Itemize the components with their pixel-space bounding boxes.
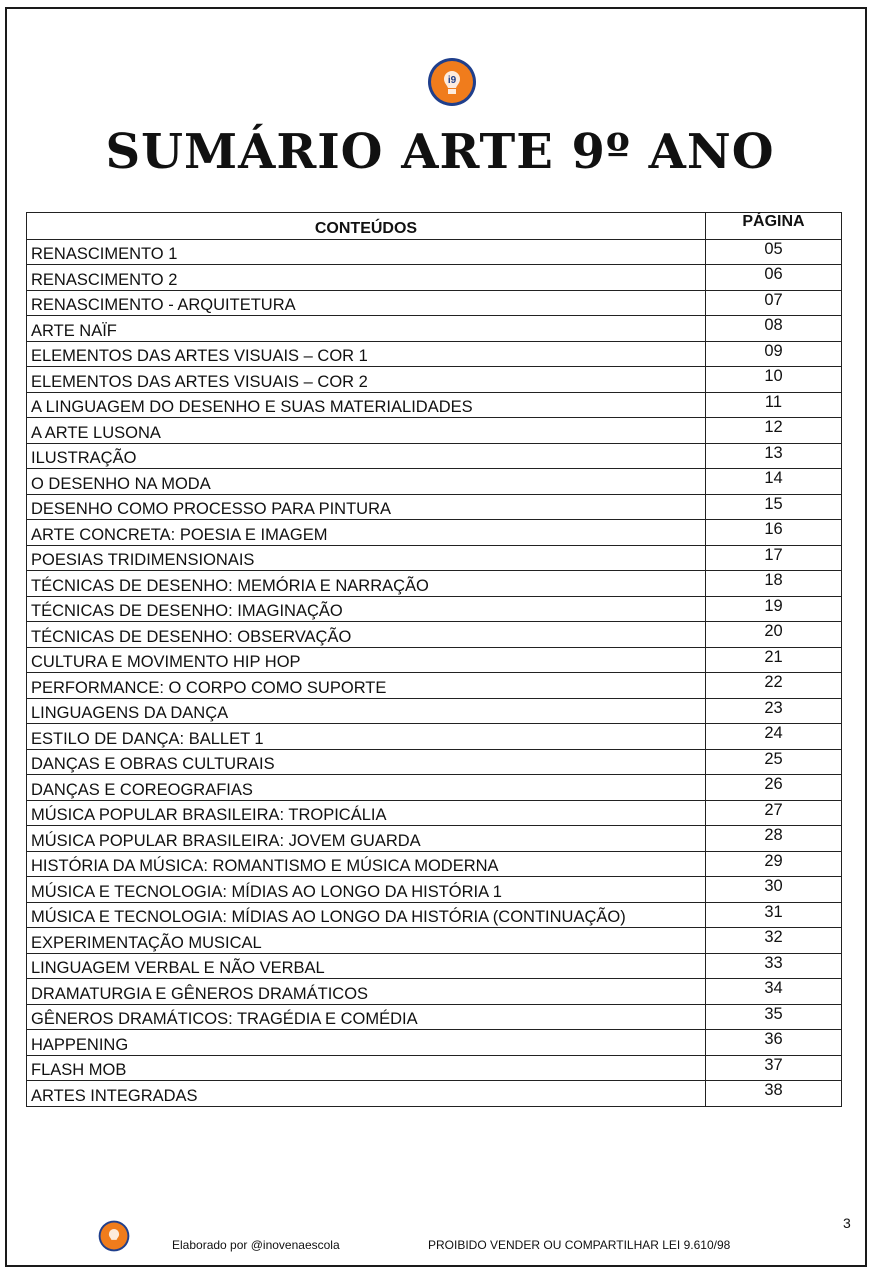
table-row <box>27 673 842 699</box>
row-content: RENASCIMENTO 1 <box>27 239 706 265</box>
row-page-number: 22 <box>706 673 842 699</box>
row-page-number: 29 <box>706 851 842 877</box>
table-row <box>27 469 842 495</box>
row-page-number: 25 <box>706 749 842 775</box>
row-page-number: 11 <box>706 392 842 418</box>
table-row <box>27 800 842 826</box>
table-row <box>27 494 842 520</box>
table-row <box>27 851 842 877</box>
row-content: O DESENHO NA MODA <box>27 469 706 495</box>
logo-text: i9 <box>447 75 457 86</box>
row-page-number: 28 <box>706 826 842 852</box>
lightbulb-logo-icon <box>427 57 477 107</box>
table-row <box>27 265 842 291</box>
table-row <box>27 622 842 648</box>
row-page-number: 30 <box>706 877 842 903</box>
row-page-number: 05 <box>706 239 842 265</box>
table-row <box>27 596 842 622</box>
row-content: FLASH MOB <box>27 1055 706 1081</box>
row-page-number: 16 <box>706 520 842 546</box>
table-row <box>27 520 842 546</box>
table-row <box>27 1004 842 1030</box>
table-row <box>27 545 842 571</box>
table-row <box>27 775 842 801</box>
table-row <box>27 902 842 928</box>
table-row <box>27 367 842 393</box>
table-row <box>27 979 842 1005</box>
table-row <box>27 826 842 852</box>
row-content: ESTILO DE DANÇA: BALLET 1 <box>27 724 706 750</box>
row-page-number: 07 <box>706 290 842 316</box>
row-page-number: 17 <box>706 545 842 571</box>
page-title: SUMÁRIO ARTE 9º ANO <box>105 124 775 180</box>
header-contents: CONTEÚDOS <box>27 213 706 240</box>
row-page-number: 24 <box>706 724 842 750</box>
row-page-number: 13 <box>706 443 842 469</box>
toc-body <box>27 239 842 1106</box>
row-page-number: 21 <box>706 647 842 673</box>
row-page-number: 15 <box>706 494 842 520</box>
row-page-number: 10 <box>706 367 842 393</box>
row-page-number: 38 <box>706 1081 842 1107</box>
row-content: LINGUAGENS DA DANÇA <box>27 698 706 724</box>
row-content: TÉCNICAS DE DESENHO: IMAGINAÇÃO <box>27 596 706 622</box>
row-content: MÚSICA E TECNOLOGIA: MÍDIAS AO LONGO DA HISTÓRIA (CONTINUAÇÃO) <box>27 902 706 928</box>
row-content: LINGUAGEM VERBAL E NÃO VERBAL <box>27 953 706 979</box>
row-page-number: 09 <box>706 341 842 367</box>
row-content: MÚSICA E TECNOLOGIA: MÍDIAS AO LONGO DA HISTÓRIA 1 <box>27 877 706 903</box>
row-content: DANÇAS E COREOGRAFIAS <box>27 775 706 801</box>
table-row <box>27 928 842 954</box>
table-row <box>27 647 842 673</box>
table-row <box>27 571 842 597</box>
table-row <box>27 953 842 979</box>
row-content: POESIAS TRIDIMENSIONAIS <box>27 545 706 571</box>
table-row <box>27 392 842 418</box>
footer-logo-icon <box>98 1220 130 1252</box>
row-content: ELEMENTOS DAS ARTES VISUAIS – COR 2 <box>27 367 706 393</box>
row-page-number: 18 <box>706 571 842 597</box>
row-content: RENASCIMENTO - ARQUITETURA <box>27 290 706 316</box>
row-content: HAPPENING <box>27 1030 706 1056</box>
row-content: ARTE NAÏF <box>27 316 706 342</box>
table-row <box>27 239 842 265</box>
row-content: CULTURA E MOVIMENTO HIP HOP <box>27 647 706 673</box>
table-row <box>27 290 842 316</box>
table-row <box>27 698 842 724</box>
row-content: A LINGUAGEM DO DESENHO E SUAS MATERIALIDADES <box>27 392 706 418</box>
row-content: ELEMENTOS DAS ARTES VISUAIS – COR 1 <box>27 341 706 367</box>
row-content: ILUSTRAÇÃO <box>27 443 706 469</box>
row-content: RENASCIMENTO 2 <box>27 265 706 291</box>
row-content: MÚSICA POPULAR BRASILEIRA: JOVEM GUARDA <box>27 826 706 852</box>
row-content: DESENHO COMO PROCESSO PARA PINTURA <box>27 494 706 520</box>
row-page-number: 23 <box>706 698 842 724</box>
row-content: GÊNEROS DRAMÁTICOS: TRAGÉDIA E COMÉDIA <box>27 1004 706 1030</box>
header-page: PÁGINA <box>706 213 842 240</box>
table-row <box>27 724 842 750</box>
row-page-number: 06 <box>706 265 842 291</box>
row-page-number: 08 <box>706 316 842 342</box>
table-row <box>27 1030 842 1056</box>
footer-notice: PROIBIDO VENDER OU COMPARTILHAR LEI 9.610/98 <box>428 1238 731 1252</box>
row-page-number: 31 <box>706 902 842 928</box>
row-page-number: 14 <box>706 469 842 495</box>
row-page-number: 37 <box>706 1055 842 1081</box>
row-content: DANÇAS E OBRAS CULTURAIS <box>27 749 706 775</box>
row-page-number: 36 <box>706 1030 842 1056</box>
row-page-number: 20 <box>706 622 842 648</box>
table-row <box>27 1055 842 1081</box>
toc-table <box>26 212 842 1107</box>
table-row <box>27 1081 842 1107</box>
row-content: MÚSICA POPULAR BRASILEIRA: TROPICÁLIA <box>27 800 706 826</box>
row-content: ARTES INTEGRADAS <box>27 1081 706 1107</box>
row-page-number: 32 <box>706 928 842 954</box>
row-page-number: 35 <box>706 1004 842 1030</box>
row-page-number: 33 <box>706 953 842 979</box>
table-row <box>27 877 842 903</box>
page-number: 3 <box>843 1215 851 1231</box>
table-row <box>27 341 842 367</box>
row-content: HISTÓRIA DA MÚSICA: ROMANTISMO E MÚSICA MODERNA <box>27 851 706 877</box>
row-content: ARTE CONCRETA: POESIA E IMAGEM <box>27 520 706 546</box>
row-content: A ARTE LUSONA <box>27 418 706 444</box>
table-row <box>27 443 842 469</box>
table-row <box>27 316 842 342</box>
row-page-number: 26 <box>706 775 842 801</box>
row-content: DRAMATURGIA E GÊNEROS DRAMÁTICOS <box>27 979 706 1005</box>
table-row <box>27 749 842 775</box>
row-page-number: 12 <box>706 418 842 444</box>
row-content: TÉCNICAS DE DESENHO: MEMÓRIA E NARRAÇÃO <box>27 571 706 597</box>
row-page-number: 27 <box>706 800 842 826</box>
row-page-number: 19 <box>706 596 842 622</box>
row-content: TÉCNICAS DE DESENHO: OBSERVAÇÃO <box>27 622 706 648</box>
row-content: PERFORMANCE: O CORPO COMO SUPORTE <box>27 673 706 699</box>
table-header-row <box>27 213 842 240</box>
row-page-number: 34 <box>706 979 842 1005</box>
row-content: EXPERIMENTAÇÃO MUSICAL <box>27 928 706 954</box>
table-row <box>27 418 842 444</box>
footer-author: Elaborado por @inovenaescola <box>172 1238 340 1252</box>
